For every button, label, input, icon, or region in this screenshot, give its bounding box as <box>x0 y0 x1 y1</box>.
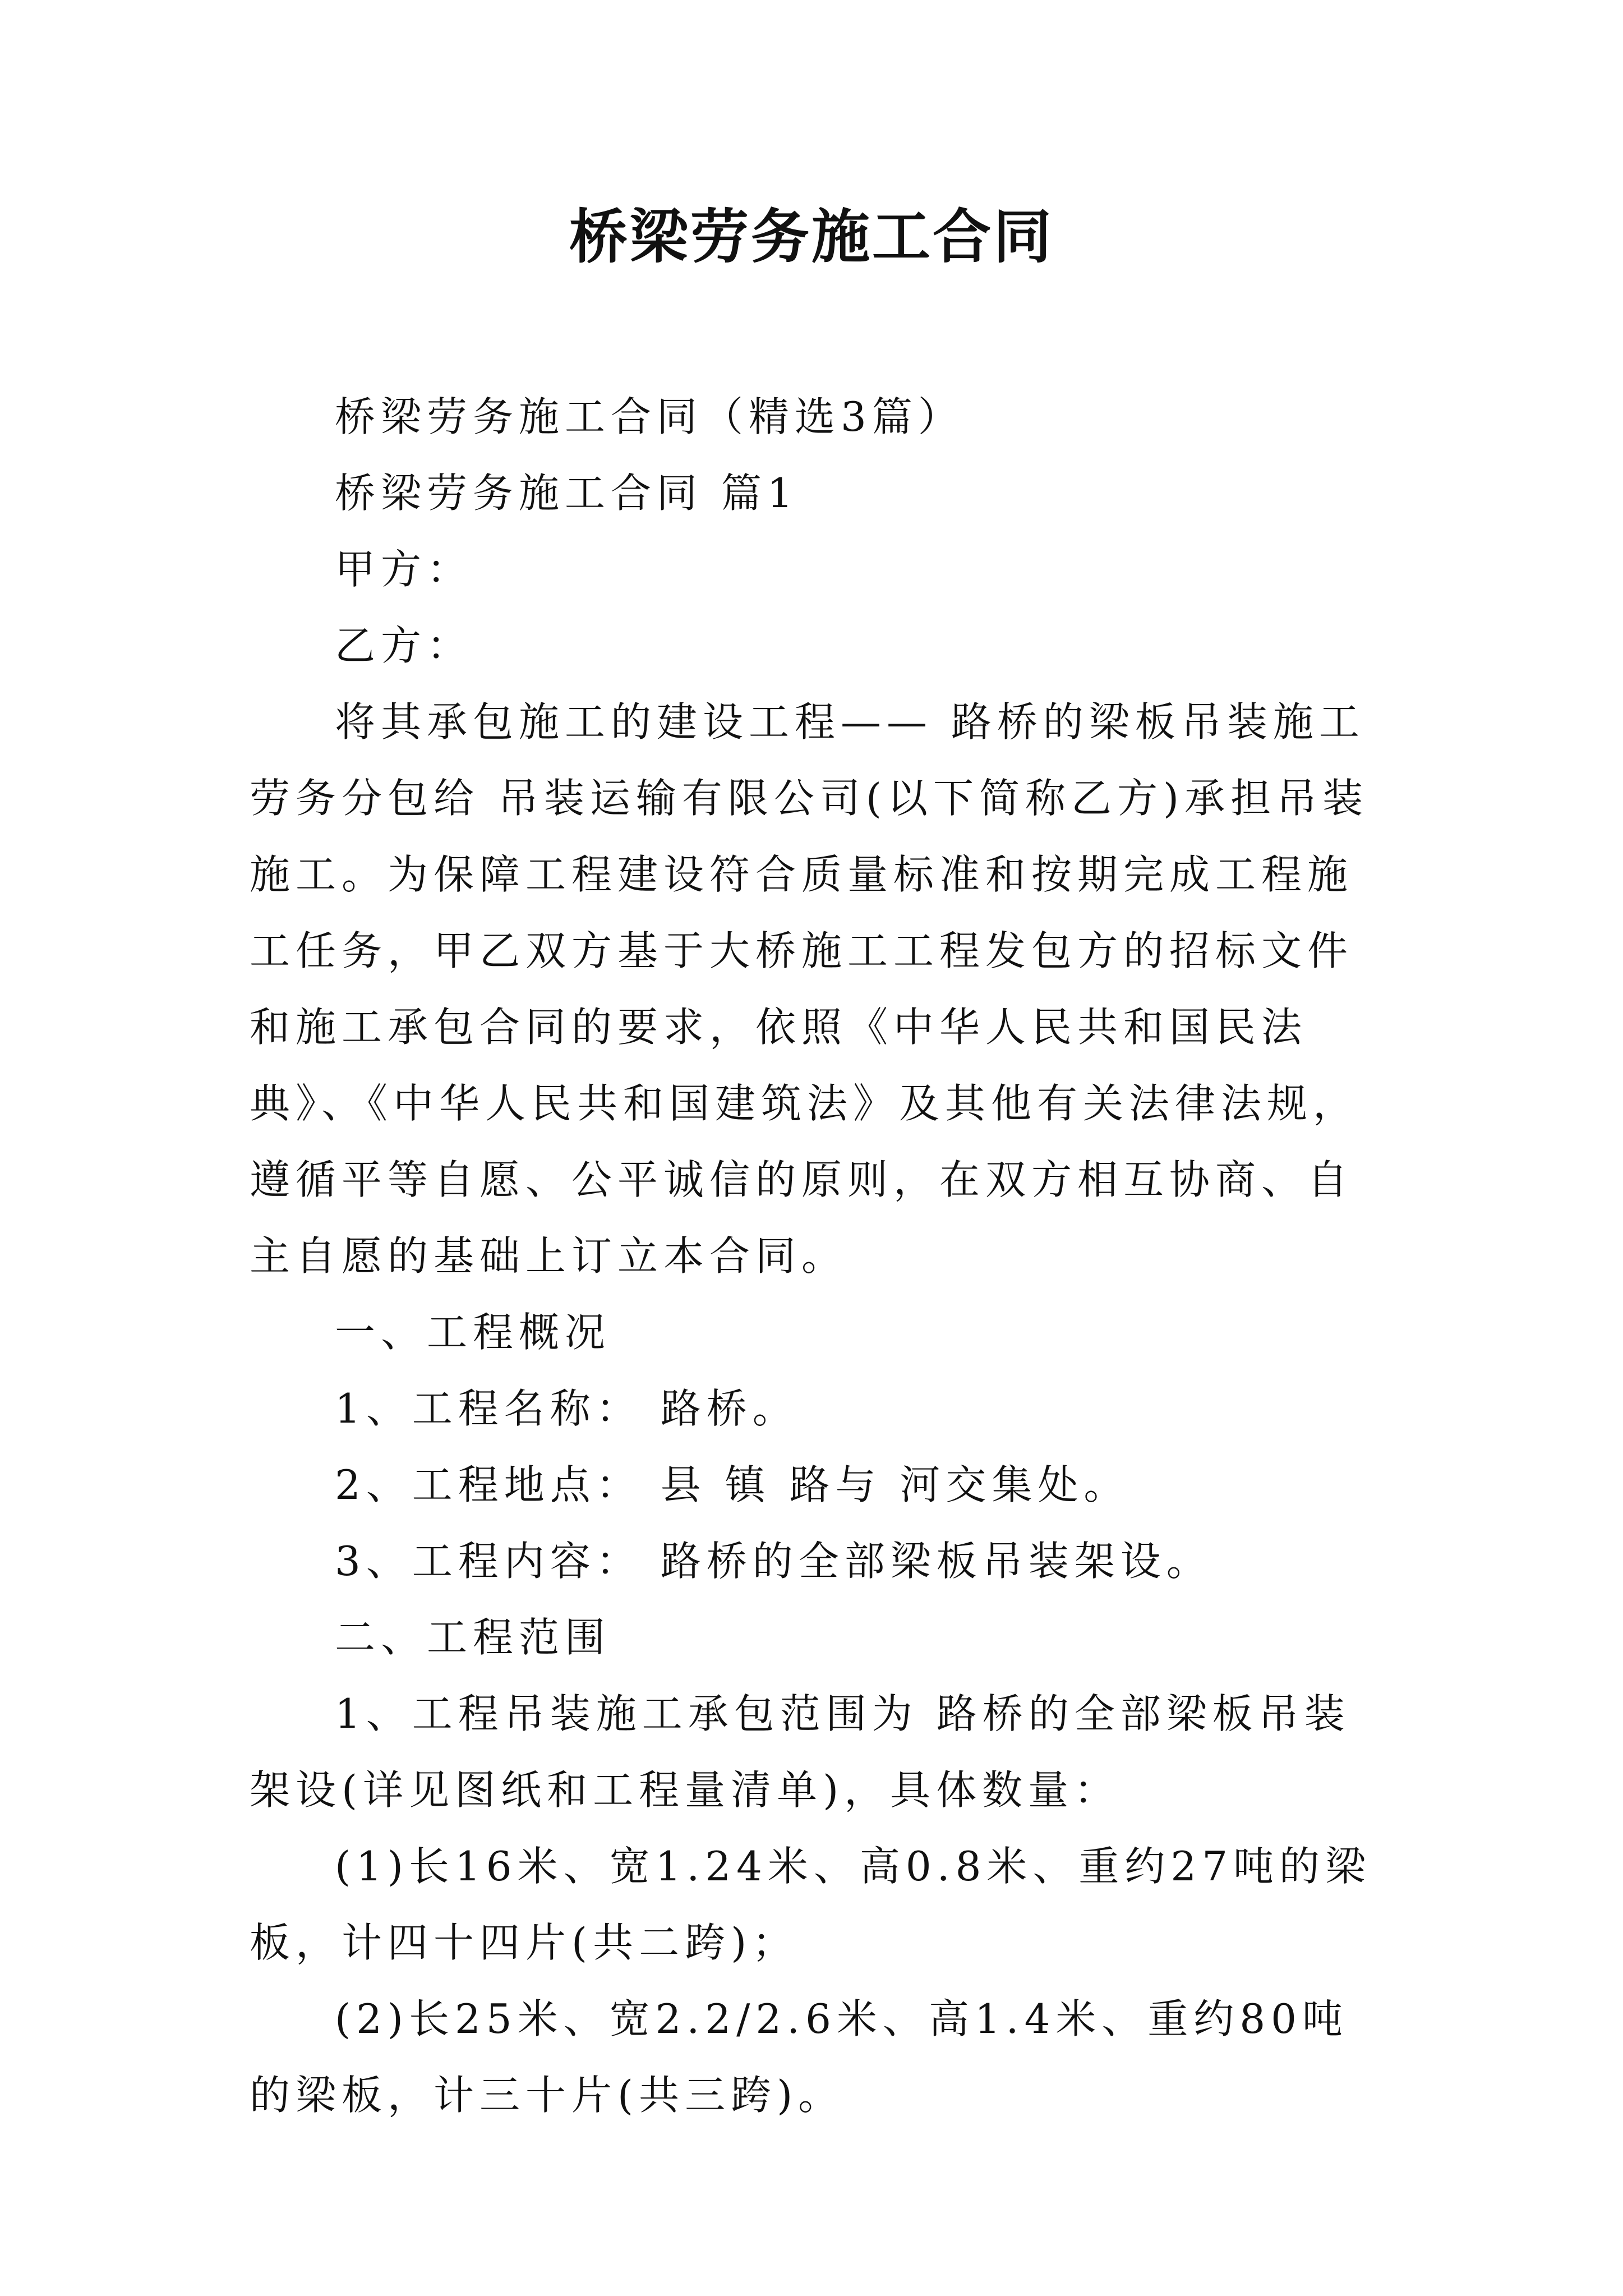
paragraph-party-a: 甲方： <box>335 546 473 593</box>
paragraph-heading-scope: 二、工程范围 <box>335 1614 611 1661</box>
paragraph-project-content: 3、工程内容： 路桥的全部梁板吊装架设。 <box>335 1538 1212 1585</box>
document-title: 桥梁劳务施工合同 <box>569 203 1054 271</box>
paragraph-preamble: 将其承包施工的建设工程—— 路桥的梁板吊装施工劳务分包给 吊装运输有限公司(以下简称乙方)承担吊装施工。为保障工程建设符合质量标准和按期完成工程施工任务，甲乙双方基于大桥施工工程发包方的招标文件和施工承包合同的要求，依照《中华人民共和国民法典》、《中华人民共和国建筑法》及其他有关法律法规，遵循平等自愿、公平诚信的原则，在双方相互协商、自主自愿的基础上订立本合同。 <box>250 698 1369 1280</box>
paragraph-section-heading: 桥梁劳务施工合同 篇1 <box>335 470 799 517</box>
paragraph-scope-detail: 1、工程吊装施工承包范围为 路桥的全部梁板吊装架设(详见图纸和工程量清单)，具体数量： <box>250 1690 1350 1814</box>
paragraph-subtitle: 桥梁劳务施工合同（精选3篇） <box>335 393 964 440</box>
document-body <box>250 379 1382 2133</box>
paragraph-project-name: 1、工程名称： 路桥。 <box>335 1385 799 1432</box>
paragraph-beam-spec-2: (2)长25米、宽2.2/2.6米、高1.4米、重约80吨的梁板，计三十片(共三跨)。 <box>250 1995 1348 2119</box>
paragraph-beam-spec-1: (1)长16米、宽1.24米、高0.8米、重约27吨的梁板，计四十四片(共二跨)； <box>250 1843 1372 1966</box>
paragraph-party-b: 乙方： <box>335 622 473 669</box>
paragraph-heading-overview: 一、工程概况 <box>335 1309 611 1356</box>
paragraph-project-location: 2、工程地点： 县 镇 路与 河交集处。 <box>335 1461 1130 1508</box>
